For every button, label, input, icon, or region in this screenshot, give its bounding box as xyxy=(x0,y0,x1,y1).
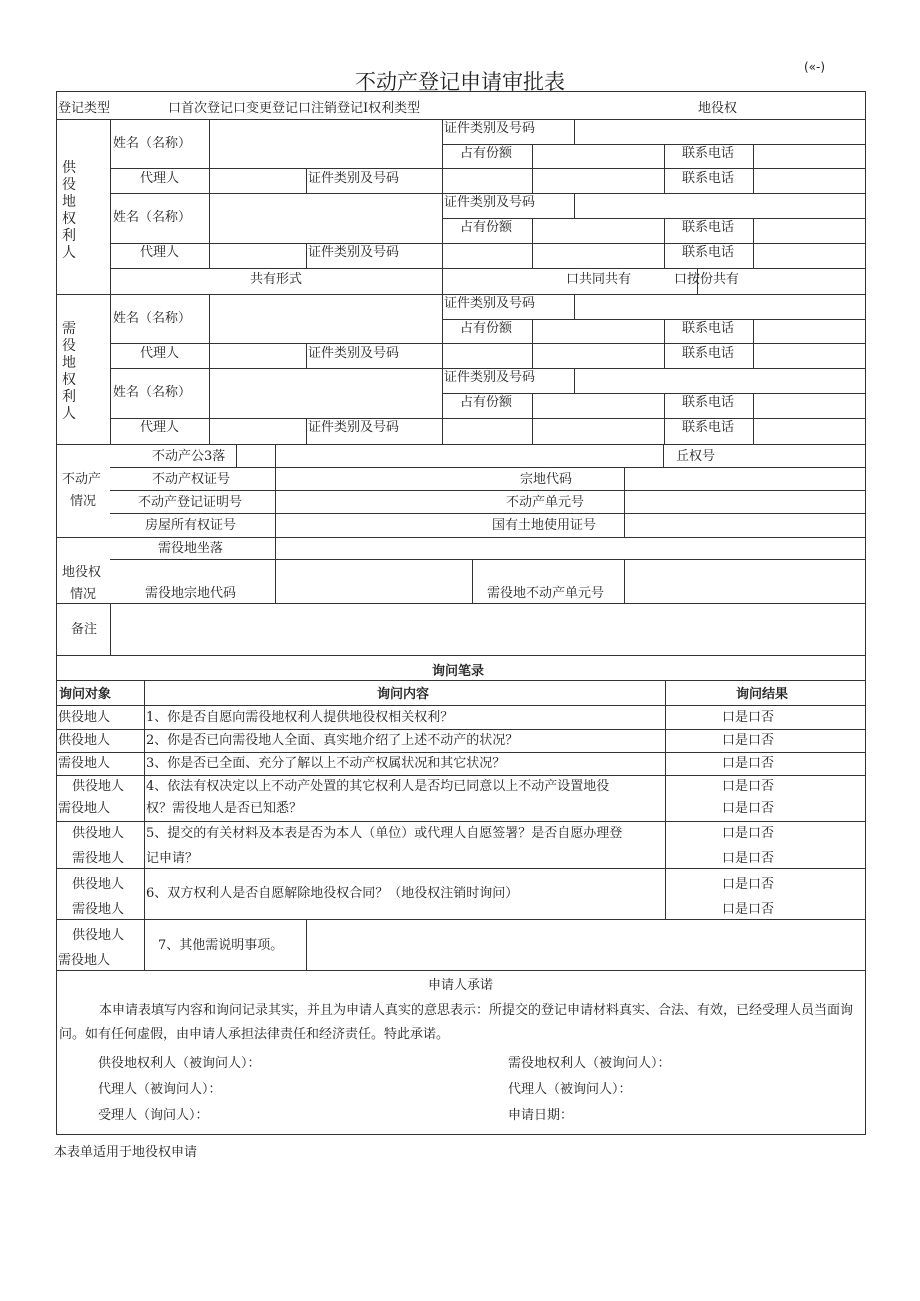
servient-phone-label-2: 联系电话 xyxy=(682,220,735,235)
inquiry-target-servient: 供役地人 xyxy=(58,710,111,725)
easement-section-title-1: 地役权 xyxy=(62,565,102,580)
inquiry-question-2: 2、你是否已向需役地人全面、真实地介绍了上述不动产的状况？ xyxy=(146,733,519,748)
dominant-section-title: 需役地权利人 xyxy=(62,321,76,422)
inquiry-question-7: 7、其他需说明事项。 xyxy=(158,938,284,953)
easement-location-label: 需役地坐落 xyxy=(158,541,224,556)
property-location-label: 不动产公3落 xyxy=(152,449,226,464)
dominant-phone-label-1: 联系电话 xyxy=(682,321,735,336)
apply-date-label: 申请日期： xyxy=(508,1108,574,1123)
inquiry-col-target: 询问对象 xyxy=(59,687,112,702)
dominant-agent-cert-label-2: 证件类别及号码 xyxy=(308,420,400,435)
inquiry-question-3: 3、你是否已全面、充分了解以上不动产权属状况和其它状况？ xyxy=(146,756,506,771)
inquiry-col-content: 询问内容 xyxy=(377,687,430,702)
house-cert-label: 房屋所有权证号 xyxy=(145,518,237,533)
inquiry-target-servient: 供役地人 xyxy=(72,779,125,794)
inquiry-target-dominant: 需役地人 xyxy=(72,851,125,866)
dominant-agent-phone-label-2: 联系电话 xyxy=(682,420,735,435)
servient-agent-label-2: 代理人 xyxy=(140,245,180,260)
servient-share-label-2: 占有份额 xyxy=(460,220,513,235)
inquiry-target-servient: 供役地人 xyxy=(72,826,125,841)
zong-code-label: 宗地代码 xyxy=(520,472,573,487)
inquiry-answer-checkbox[interactable]: 口是口否 xyxy=(722,733,775,748)
servient-section-title: 供役地权利人 xyxy=(62,160,76,261)
dominant-agent-label-1: 代理人 xyxy=(140,346,180,361)
servient-cert-label-1: 证件类别及号码 xyxy=(444,121,536,136)
inquiry-answer-checkbox[interactable]: 口是口否 xyxy=(722,877,775,892)
servient-share-label-1: 占有份额 xyxy=(460,146,513,161)
inquiry-target-dominant: 需役地人 xyxy=(58,801,111,816)
inquiry-answer-checkbox[interactable]: 口是口否 xyxy=(722,902,775,917)
property-section-title-2: 情况 xyxy=(70,494,97,509)
co-ownership-joint-checkbox[interactable]: 口共同共有 xyxy=(566,272,632,287)
co-ownership-label: 共有形式 xyxy=(250,272,303,287)
dominant-share-label-2: 占有份额 xyxy=(460,395,513,410)
inquiry-answer-checkbox[interactable]: 口是口否 xyxy=(722,851,775,866)
easement-zong-code-label: 需役地宗地代码 xyxy=(145,586,237,601)
inquiry-target-servient: 供役地人 xyxy=(58,733,111,748)
dominant-cert-label-2: 证件类别及号码 xyxy=(444,370,536,385)
dominant-agent-phone-label-1: 联系电话 xyxy=(682,346,735,361)
inquiry-answer-checkbox[interactable]: 口是口否 xyxy=(722,801,775,816)
servient-signature-label: 供役地权利人（被询问人）： xyxy=(98,1056,261,1071)
dominant-name-label-2: 姓名（名称） xyxy=(113,385,192,400)
inquiry-answer-checkbox[interactable]: 口是口否 xyxy=(722,756,775,771)
inquiry-answer-checkbox[interactable]: 口是口否 xyxy=(722,710,775,725)
inquiry-title: 询问笔录 xyxy=(432,664,485,679)
land-cert-label: 国有土地使用证号 xyxy=(492,518,597,533)
page-title: 不动产登记申请审批表 xyxy=(355,70,565,94)
servient-cert-label-2: 证件类别及号码 xyxy=(444,195,536,210)
unit-no-label: 不动产单元号 xyxy=(506,495,585,510)
inquiry-target-servient: 供役地人 xyxy=(72,928,125,943)
inquiry-question-5-line-2: 记申请？ xyxy=(146,851,199,866)
servient-agent-cert-label-1: 证件类别及号码 xyxy=(308,171,400,186)
co-ownership-share-checkbox[interactable]: 口按份共有 xyxy=(674,272,740,287)
dominant-share-label-1: 占有份额 xyxy=(460,321,513,336)
agent-left-signature-label: 代理人（被询问人）： xyxy=(98,1082,222,1097)
inquiry-col-result: 询问结果 xyxy=(736,687,789,702)
easement-unit-no-label: 需役地不动产单元号 xyxy=(487,586,605,601)
dominant-name-label-1: 姓名（名称） xyxy=(113,311,192,326)
inquiry-target-dominant: 需役地人 xyxy=(72,902,125,917)
inquiry-question-4-line-1: 4、依法有权决定以上不动产处置的其它权利人是否均已同意以上不动产设置地役 xyxy=(146,779,610,794)
dominant-phone-label-2: 联系电话 xyxy=(682,395,735,410)
property-cert-no-label: 不动产权证号 xyxy=(152,472,231,487)
footer-note: 本表单适用于地役权申请 xyxy=(54,1145,198,1160)
parcel-no-label: 丘权号 xyxy=(676,449,716,464)
easement-section-title-2: 情况 xyxy=(70,587,97,602)
reg-type-options[interactable]: 口首次登记口变更登记口注销登记Ⅰ权利类型 xyxy=(168,101,421,116)
servient-agent-cert-label-2: 证件类别及号码 xyxy=(308,245,400,260)
inquiry-question-4-line-2: 权？需役地人是否已知悉？ xyxy=(146,801,303,816)
proof-no-label: 不动产登记证明号 xyxy=(138,495,243,510)
inquiry-question-1: 1、你是否自愿向需役地权利人提供地役权相关权利？ xyxy=(146,710,454,725)
dominant-signature-label: 需役地权利人（被询问人）： xyxy=(508,1056,671,1071)
inquiry-answer-checkbox[interactable]: 口是口否 xyxy=(722,779,775,794)
inquiry-question-5-line-1: 5、提交的有关材料及本表是否为本人（单位）或代理人自愿签署？是否自愿办理登 xyxy=(146,826,623,841)
acceptor-signature-label: 受理人（询问人）： xyxy=(98,1108,209,1123)
promise-title: 申请人承诺 xyxy=(428,978,494,993)
inquiry-target-servient: 供役地人 xyxy=(72,877,125,892)
servient-name-label-1: 姓名（名称） xyxy=(113,136,192,151)
inquiry-question-6: 6、双方权利人是否自愿解除地役权合同？（地役权注销时询问） xyxy=(146,886,519,901)
inquiry-target-dominant: 需役地人 xyxy=(58,953,111,968)
servient-phone-label-1: 联系电话 xyxy=(682,146,735,161)
form-code: («-) xyxy=(804,60,826,74)
agent-right-signature-label: 代理人（被询问人）： xyxy=(508,1082,632,1097)
promise-text: 本申请表填写内容和询问记录其实，并且为申请人真实的意思表示：所提交的登记申请材料真实、合法、有效，已经受理人员当面询问。如有任何虚假，由申请人承担法律责任和经济责任。特此承诺。 xyxy=(59,1003,854,1042)
remark-label: 备注 xyxy=(71,622,98,637)
inquiry-answer-checkbox[interactable]: 口是口否 xyxy=(722,826,775,841)
servient-agent-label-1: 代理人 xyxy=(140,171,180,186)
dominant-agent-label-2: 代理人 xyxy=(140,420,180,435)
servient-agent-phone-label-2: 联系电话 xyxy=(682,245,735,260)
dominant-cert-label-1: 证件类别及号码 xyxy=(444,296,536,311)
inquiry-target-dominant: 需役地人 xyxy=(58,756,111,771)
property-section-title-1: 不动产 xyxy=(62,472,102,487)
servient-name-label-2: 姓名（名称） xyxy=(113,210,192,225)
dominant-agent-cert-label-1: 证件类别及号码 xyxy=(308,346,400,361)
reg-type-label: 登记类型 xyxy=(58,101,111,116)
right-type-value: 地役权 xyxy=(698,101,738,116)
servient-agent-phone-label-1: 联系电话 xyxy=(682,171,735,186)
